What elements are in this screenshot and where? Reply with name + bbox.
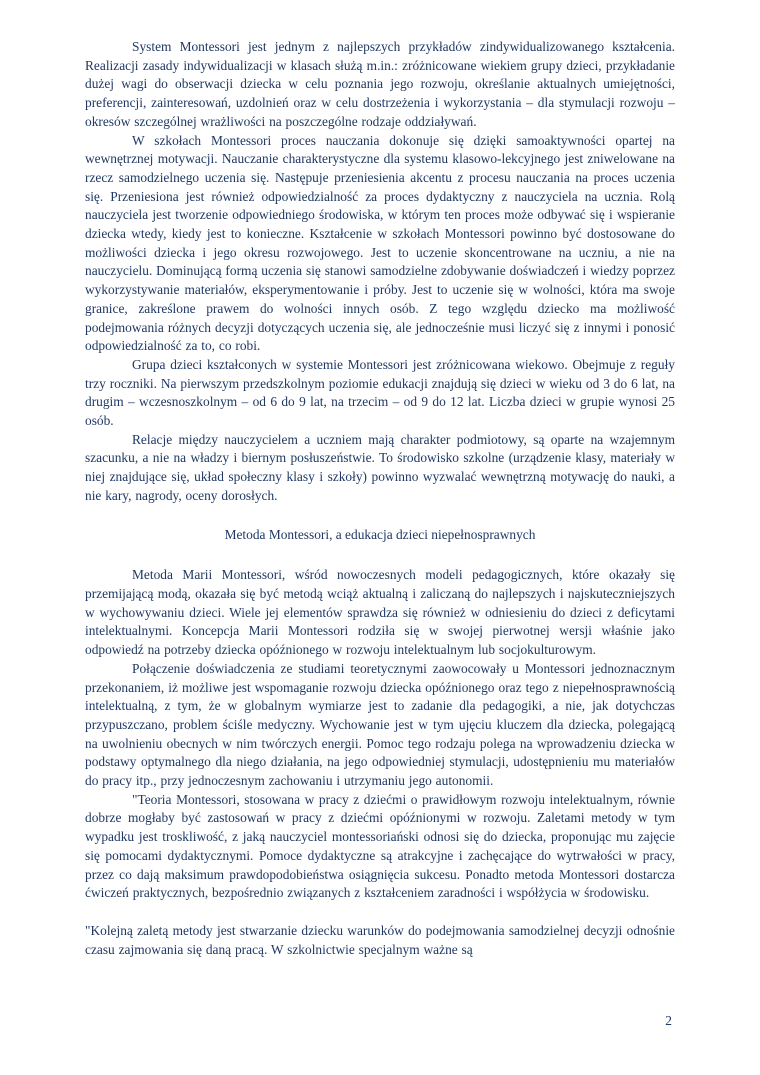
paragraph-teaching-process: W szkołach Montessori proces nauczania dokonuje się dzięki samoaktywności opartej na wewnętrznej motywacji. Nauczanie charakterystyczne dla systemu klasowo-lekcyjnego jest zniwelowane na rzecz samodzielnego uczenia się. Następuje przeniesienia akcentu z procesu nauczania na proces uczenia się. Przeniesiona jest również odpowiedzialność za proces dydaktyczny z nauczyciela na ucznia. Rolą nauczyciela jest tworzenie odpowiedniego środowiska, w którym ten proces może odbywać się i wspieranie dziecka wtedy, kiedy jest to konieczne. Kształcenie w szkołach Montessori powinno być dostosowane do możliwości dziecka i jego okresu rozwojowego. Jest to uczenie skoncentrowane na uczniu, a nie na nauczycielu. Dominującą formą uczenia się stanowi samodzielne zdobywanie doświadczeń i wiedzy poprzez wykorzystywanie materiałów, eksperymentowanie i próby. Jest to uczenie się w wolności, która ma swoje granice, zakreślone prawem do wolności innych osób. Z tego względu dziecko ma możliwość podejmowania różnych decyzji dotyczących uczenia się, ale jednocześnie musi liczyć się z innymi i ponosić odpowiedzialność za to, co robi.	[85, 132, 675, 354]
paragraph-theory-conviction: Połączenie doświadczenia ze studiami teoretycznymi zaowocowały u Montessori jednoznacznym przekonaniem, iż możliwe jest wspomaganie rozwoju dziecka opóźnionego oraz tego z niepełnosprawnością intelektualną, z tym, że w globalnym wymiarze jest to zadanie dla pedagogiki, a nie, jak dotychczas przypuszczano, problem ściśle medyczny. Wychowanie jest w tym ujęciu kluczem dla dziecka, polegającą na uwolnieniu obecnych w nim twórczych energii. Pomoc tego rodzaju polega na wprowadzeniu dziecka w podstawy optymalnego dla niego działania, na jego odpowiedniej stymulacji, udostępnieniu mu materiałów do pracy itp., przy jednoczesnym zachowaniu i utrzymaniu jego autonomii.	[85, 660, 675, 789]
document-body	[85, 38, 675, 959]
section-heading: Metoda Montessori, a edukacja dzieci niepełnosprawnych	[224, 526, 536, 542]
paragraph-age-groups: Grupa dzieci kształconych w systemie Montessori jest zróżnicowana wiekowo. Obejmuje z reguły trzy roczniki. Na pierwszym przedszkolnym poziomie edukacji znajdują się dzieci w wieku od 3 do 6 lat, na drugim – wczesnoszkolnym – od 6 do 9 lat, na trzecim – od 9 do 12 lat. Liczba dzieci w grupie wynosi 25 osób.	[85, 356, 675, 429]
paragraph-teacher-relations: Relacje między nauczycielem a uczniem mają charakter podmiotowy, są oparte na wzajemnym szacunku, a nie na władzy i biernym posłuszeństwie. To środowisko szkolne (urządzenie klasy, materiały w niej znajdujące się, układ społeczny klasy i szkoły) powinno wyzwalać wewnętrzną motywację do nauki, a nie kary, nagrody, oceny dorosłych.	[85, 431, 675, 503]
paragraph-intro-system: System Montessori jest jednym z najlepszych przykładów zindywidualizowanego kształcenia. Realizacji zasady indywidualizacji w klasach służą m.in.: zróżnicowane wiekiem grupy dzieci, przykładanie dużej wagi do obserwacji dziecka w celu poznania jego rozwoju, określanie aktualnych umiejętności, preferencji, zainteresowań, uzdolnień oraz w celu dostrzeżenia i wykorzystania – dla stymulacji rozwoju – okresów szczególnej wrażliwości na poszczególne rodzaje oddziaływań.	[85, 39, 675, 129]
paragraph-quote-theory: "Teoria Montessori, stosowana w pracy z dziećmi o prawidłowym rozwoju intelektualnym, równie dobrze mogłaby być zastosowań w pracy z dziećmi opóźnionymi w rozwoju. Zaletami metody w tym wypadku jest troskliwość, z jaką nauczyciel montessoriański odnosi się do dziecka, proponując mu zajęcie się pomocami dydaktycznymi. Pomoce dydaktyczne są atrakcyjne i zachęcające do wytrwałości w pracy, przez co dają maksimum prawdopodobieństwa osiągnięcia sukcesu. Ponadto metoda Montessori dostarcza ćwiczeń praktycznych, bezpośrednio związanych z kształceniem zaradności i współżycia w środowisku.	[85, 791, 675, 901]
paragraph-method-relevance: Metoda Marii Montessori, wśród nowoczesnych modeli pedagogicznych, które okazały się przemijającą modą, okazała się być metodą wciąż aktualną i zaliczaną do najlepszych i najskuteczniejszych w wychowywaniu dzieci. Wiele jej elementów sprawdza się również w odniesieniu do dzieci z deficytami intelektualnymi. Koncepcja Marii Montessori rodziła się w swojej pierwotnej wersji właśnie jako odpowiedź na potrzeby dziecka opóźnionego w rozwoju intelektualnym lub socjokulturowym.	[85, 567, 675, 658]
paragraph-quote-advantage: "Kolejną zaletą metody jest stwarzanie dziecku warunków do podejmowania samodzielnej decyzji odnośnie czasu zajmowania się daną pracą. W szkolnictwie specjalnym ważne są	[85, 922, 675, 957]
page-number: 2	[665, 1013, 672, 1029]
